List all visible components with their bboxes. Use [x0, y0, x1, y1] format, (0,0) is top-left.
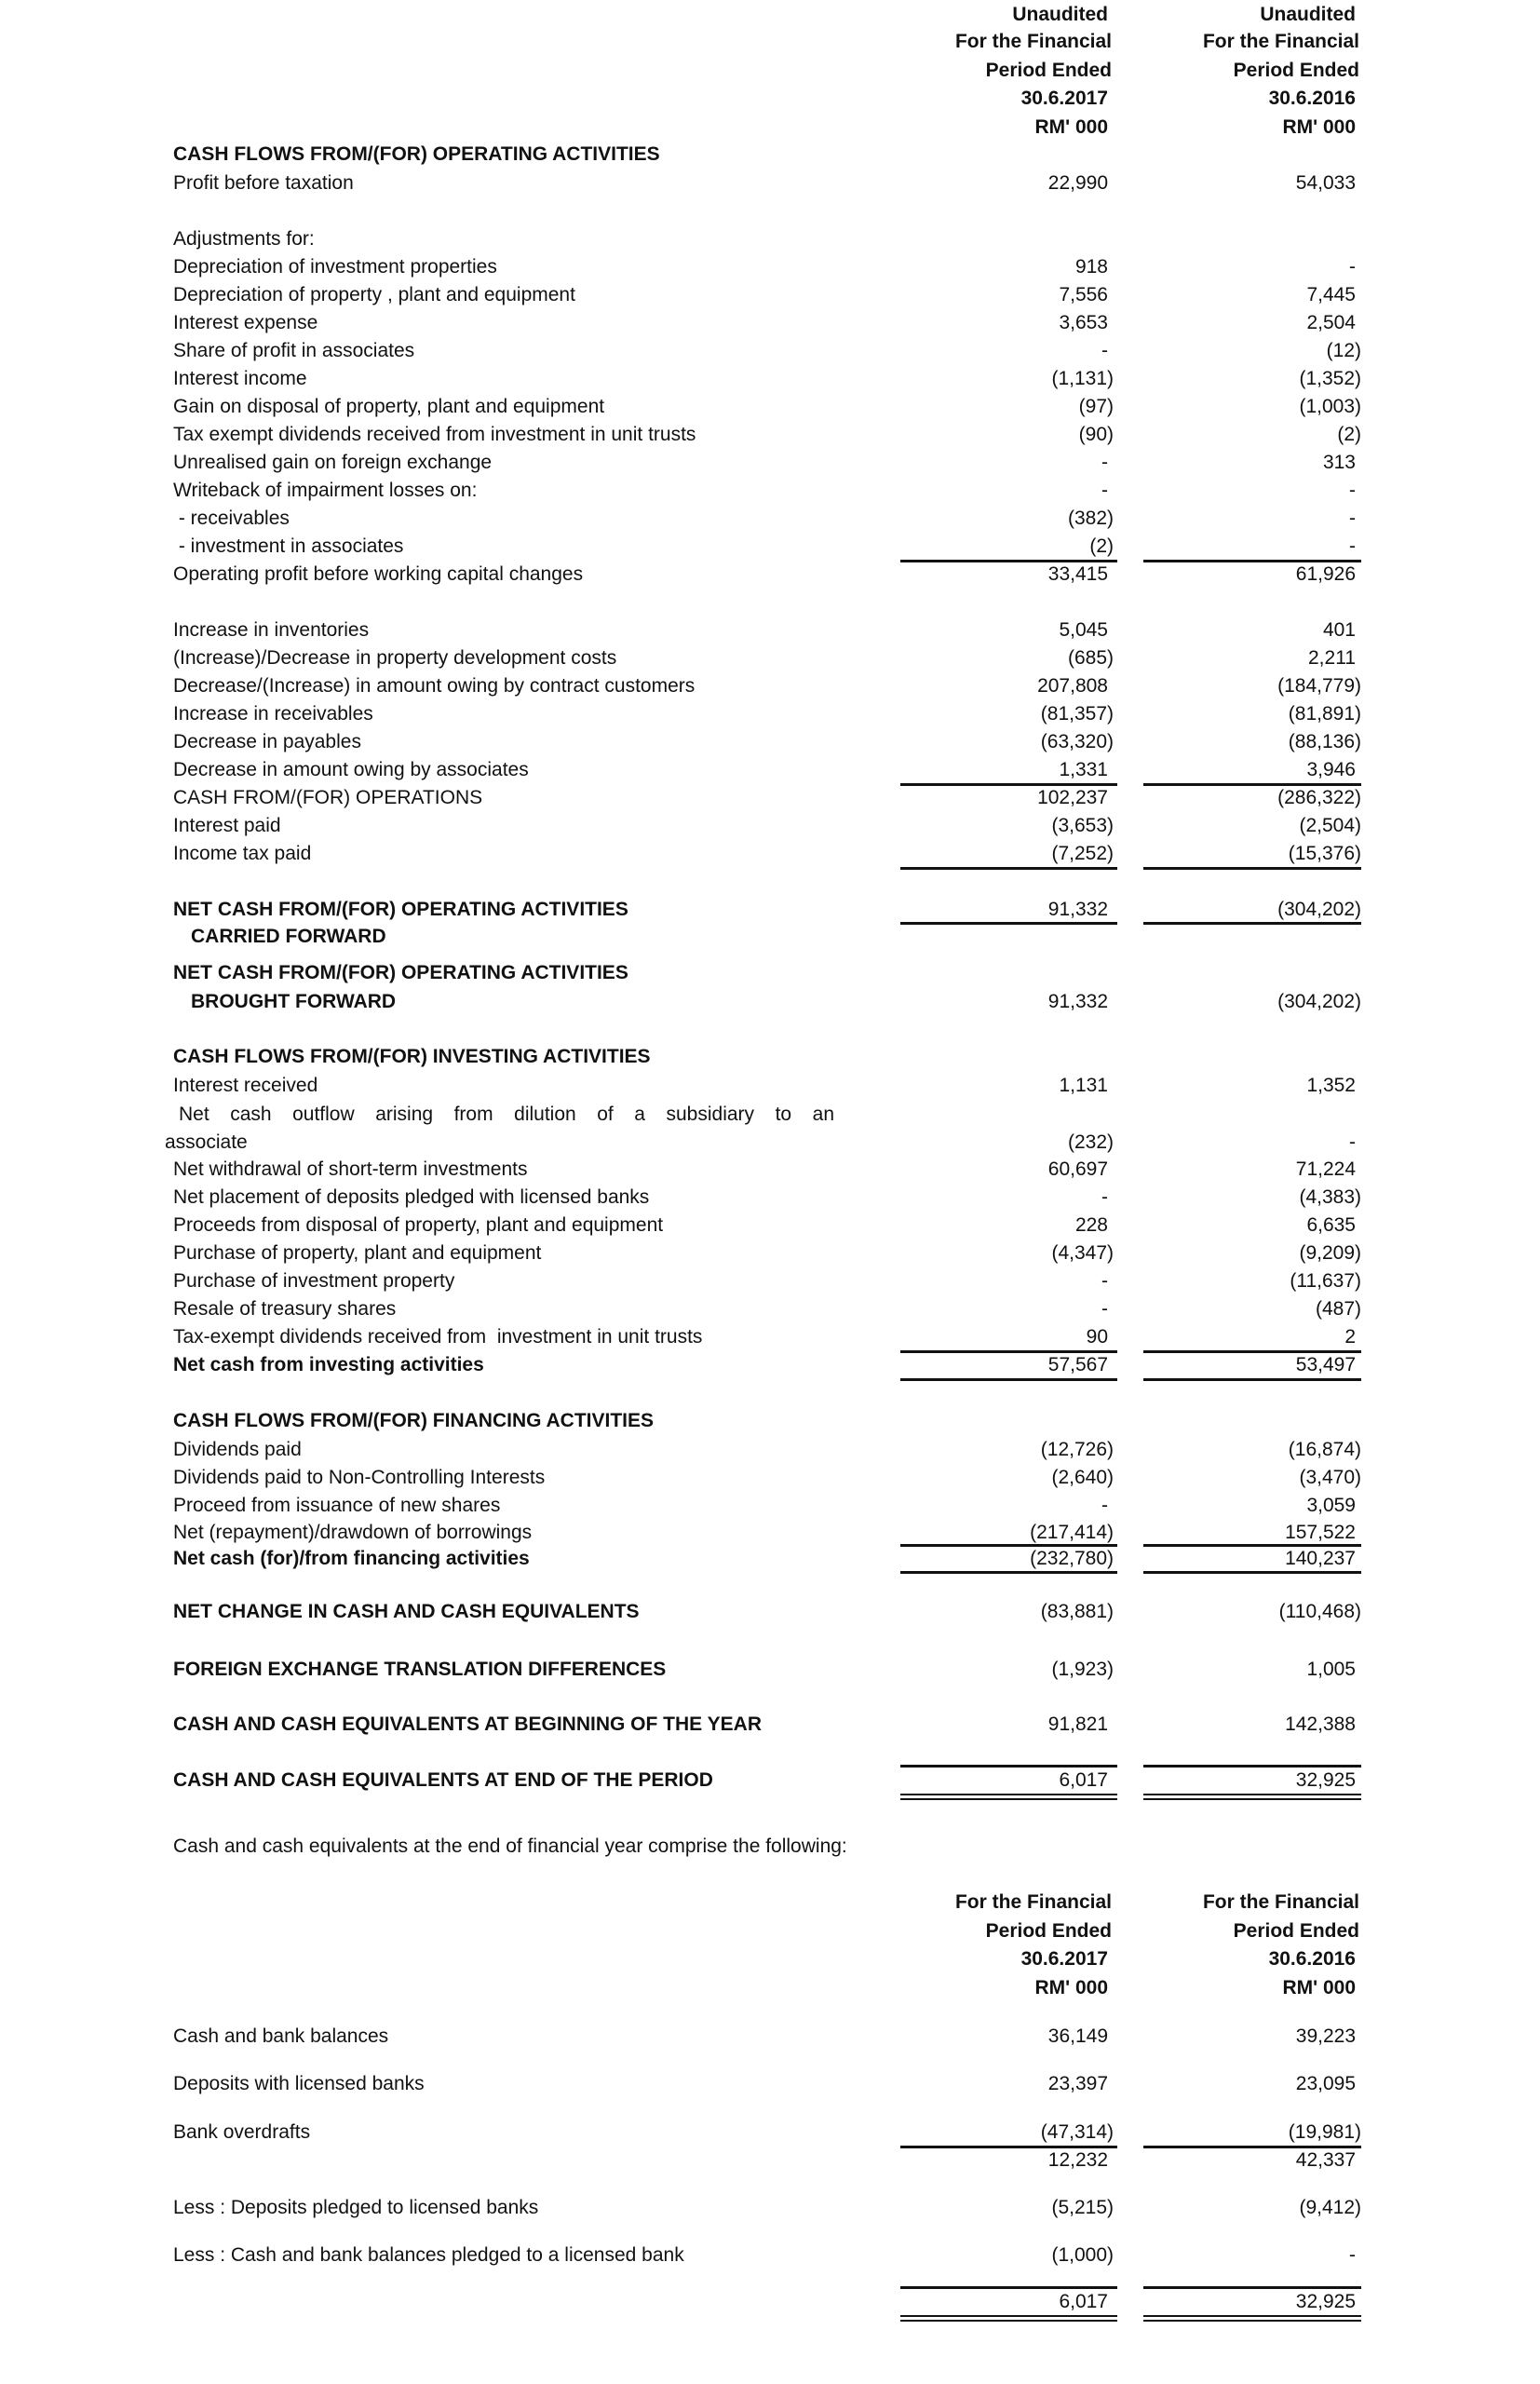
value-2017: (83,881) [1040, 1601, 1114, 1622]
table-row [0, 309, 1540, 337]
adjustments-label-row [0, 225, 1540, 253]
table-row [0, 1436, 1540, 1464]
value-2017: (1,131) [1051, 368, 1114, 389]
value-2017: (382) [1067, 508, 1114, 529]
double-underline [1143, 2320, 1361, 2322]
value-2016: 1,352 [1306, 1075, 1356, 1096]
beginning-balance-row [0, 1711, 1540, 1739]
value-2017: 1,331 [1059, 759, 1108, 780]
table-row [0, 2119, 1540, 2147]
value-2016: (1,003) [1299, 396, 1361, 417]
value-2017: 5,045 [1059, 619, 1108, 641]
row-label: Writeback of impairment losses on: [173, 480, 478, 501]
value-2016: - [1349, 2244, 1356, 2266]
header-col1-line: RM' 000 [1034, 1977, 1108, 1998]
double-underline [900, 2320, 1117, 2322]
value-2017: 57,567 [1047, 1354, 1108, 1375]
row-label: NET CHANGE IN CASH AND CASH EQUIVALENTS [173, 1601, 640, 1622]
value-2017: (2) [1089, 535, 1114, 557]
value-2016: 3,946 [1306, 759, 1356, 780]
header-col2-line: Unaudited [1260, 4, 1356, 25]
row-label: Net withdrawal of short-term investments [173, 1158, 528, 1180]
value-2017: 207,808 [1037, 675, 1108, 697]
value-2016: 6,635 [1306, 1214, 1356, 1236]
header-col1-line: RM' 000 [1034, 116, 1108, 138]
value-2017: (7,252) [1051, 843, 1114, 864]
value-2016: (286,322) [1277, 787, 1361, 808]
value-2017: 1,131 [1059, 1075, 1108, 1096]
value-2017: 7,556 [1059, 284, 1108, 305]
net-operating-carried-forward [0, 896, 1540, 924]
value-2016: (1,352) [1299, 368, 1361, 389]
double-underline [900, 2315, 1117, 2317]
note-text: Cash and cash equivalents at the end of financial year comprise the following: [173, 1835, 847, 1857]
table-row [0, 477, 1540, 505]
value-2016: (487) [1315, 1298, 1361, 1320]
value-2017: (97) [1078, 396, 1114, 417]
value-2016: 3,059 [1306, 1495, 1356, 1516]
value-2017: - [1101, 1495, 1108, 1516]
table-row [0, 533, 1540, 561]
value-2017: - [1101, 480, 1108, 501]
double-underline [900, 1794, 1117, 1795]
table-row-subtotal [0, 784, 1540, 812]
value-2016: (9,209) [1299, 1242, 1361, 1264]
value-2016: (3,470) [1299, 1467, 1361, 1488]
value-2016: 32,925 [1295, 1769, 1356, 1791]
value-2017: (12,726) [1040, 1439, 1114, 1460]
value-2017: 3,653 [1059, 312, 1108, 333]
value-2017: (81,357) [1040, 703, 1114, 725]
value-2017: (3,653) [1051, 815, 1114, 836]
row-label: Depreciation of investment properties [173, 256, 497, 278]
value-2017: (47,314) [1040, 2121, 1114, 2143]
table-row [0, 616, 1540, 644]
value-2017: (1,000) [1051, 2244, 1114, 2266]
value-2016: 7,445 [1306, 284, 1356, 305]
section-heading: CASH FLOWS FROM/(FOR) FINANCING ACTIVITIES [173, 1410, 655, 1431]
table-row [0, 812, 1540, 840]
value-2017: (4,347) [1051, 1242, 1114, 1264]
value-2016: 2,211 [1308, 647, 1356, 669]
value-2016: - [1349, 535, 1356, 557]
row-label: Tax exempt dividends received from investment in unit trusts [173, 424, 696, 445]
value-2016: (81,891) [1288, 703, 1361, 725]
value-2017: 6,017 [1059, 1769, 1108, 1791]
value-2017: 36,149 [1047, 2025, 1108, 2047]
row-label: Less : Deposits pledged to licensed banks [173, 2197, 539, 2218]
table-row [0, 393, 1540, 421]
value-2017: - [1101, 452, 1108, 473]
table-row [0, 728, 1540, 756]
table-row [0, 169, 1540, 197]
value-2017: 33,415 [1047, 563, 1108, 585]
row-label: Increase in receivables [173, 703, 373, 725]
header-col2-line: RM' 000 [1282, 116, 1356, 138]
row-label: Tax-exempt dividends received from investment in unit trusts [173, 1326, 703, 1348]
underline [900, 1378, 1117, 1381]
table-row [0, 365, 1540, 393]
header-col1-line: Period Ended [985, 60, 1112, 81]
row-label: CASH AND CASH EQUIVALENTS AT BEGINNING OF THE YEAR [173, 1714, 762, 1735]
value-2017: - [1101, 1186, 1108, 1208]
table-row-wrapped-cont [0, 1129, 1540, 1157]
underline [900, 867, 1117, 870]
value-2017: (232,780) [1030, 1548, 1114, 1569]
section-heading-financing [0, 1407, 1540, 1435]
row-label: Decrease in amount owing by associates [173, 759, 529, 780]
row-label: Interest paid [173, 815, 281, 836]
row-label: CASH FROM/(FOR) OPERATIONS [173, 787, 483, 808]
row-label: NET CASH FROM/(FOR) OPERATING ACTIVITIES [173, 899, 628, 920]
value-2016: 401 [1322, 619, 1356, 641]
value-2017: 6,017 [1059, 2291, 1108, 2312]
value-2016: (11,637) [1290, 1270, 1361, 1292]
section-heading-operating [0, 141, 1540, 169]
row-label: Net (repayment)/drawdown of borrowings [173, 1522, 533, 1543]
underline [1143, 867, 1361, 870]
net-change-row [0, 1598, 1540, 1626]
value-2016: (304,202) [1277, 899, 1361, 920]
header-col2-line: RM' 000 [1282, 1977, 1356, 1998]
row-label: Deposits with licensed banks [173, 2073, 425, 2094]
value-2016: 53,497 [1295, 1354, 1356, 1375]
value-2017: - [1101, 340, 1108, 361]
value-2017: (90) [1078, 424, 1114, 445]
header-col1-line: Unaudited [1012, 4, 1108, 25]
value-2017: (217,414) [1030, 1522, 1114, 1543]
table-row [0, 1323, 1540, 1351]
row-label: Interest expense [173, 312, 318, 333]
value-2017: (232) [1067, 1131, 1114, 1153]
table-row [0, 253, 1540, 281]
value-2016: 61,926 [1295, 563, 1356, 585]
row-label: CASH AND CASH EQUIVALENTS AT END OF THE PERIOD [173, 1769, 713, 1791]
table-row [0, 1464, 1540, 1492]
value-2017: 90 [1086, 1326, 1108, 1348]
header-col1-line: 30.6.2017 [1020, 88, 1108, 109]
header-col2-line: For the Financial [1202, 1891, 1359, 1913]
row-label: Dividends paid [173, 1439, 302, 1460]
table-row [0, 449, 1540, 477]
table-row-wrapped [0, 1101, 1540, 1129]
double-underline [900, 1798, 1117, 1800]
value-2017: (2,640) [1051, 1467, 1114, 1488]
row-label: (Increase)/Decrease in property development costs [173, 647, 617, 669]
table-row [0, 1519, 1540, 1547]
row-label: Interest income [173, 368, 307, 389]
value-2016: (2,504) [1299, 815, 1361, 836]
row-label: Income tax paid [173, 843, 312, 864]
row-label: Proceeds from disposal of property, plant and equipment [173, 1214, 664, 1236]
table-row [0, 700, 1540, 728]
underline [900, 1571, 1117, 1574]
value-2017: (685) [1067, 647, 1114, 669]
value-2016: (2) [1337, 424, 1361, 445]
row-label: Net placement of deposits pledged with licensed banks [173, 1186, 650, 1208]
value-2017: - [1101, 1270, 1108, 1292]
value-2016: 142,388 [1285, 1714, 1356, 1735]
row-label: Bank overdrafts [173, 2121, 311, 2143]
value-2016: (4,383) [1299, 1186, 1361, 1208]
table-row [0, 1156, 1540, 1184]
section-heading: CASH FLOWS FROM/(FOR) INVESTING ACTIVITIES [173, 1046, 651, 1067]
value-2017: (5,215) [1051, 2197, 1114, 2218]
table-row [0, 421, 1540, 449]
table-row [0, 2023, 1540, 2051]
value-2016: (110,468) [1278, 1601, 1361, 1622]
row-label: Proceed from issuance of new shares [173, 1495, 501, 1516]
table-row-total [0, 2288, 1540, 2316]
row-label: Dividends paid to Non-Controlling Interests [173, 1467, 546, 1488]
row-label: Net cash outflow arising from dilution of a subsidiary to an [179, 1104, 834, 1125]
value-2016: (16,874) [1288, 1439, 1361, 1460]
double-underline [1143, 1798, 1361, 1800]
row-label: Net cash from investing activities [173, 1354, 484, 1375]
table-row [0, 1239, 1540, 1267]
value-2016: 313 [1322, 452, 1356, 473]
table-row [0, 1072, 1540, 1100]
row-label: Gain on disposal of property, plant and equipment [173, 396, 605, 417]
row-label: Operating profit before working capital changes [173, 563, 584, 585]
row-label: Less : Cash and bank balances pledged to a licensed bank [173, 2244, 684, 2266]
value-2016: 140,237 [1285, 1548, 1356, 1569]
value-2016: 32,925 [1295, 2291, 1356, 2312]
row-label: Cash and bank balances [173, 2025, 389, 2047]
row-label: Depreciation of property , plant and equipment [173, 284, 575, 305]
table-row [0, 337, 1540, 365]
value-2017: 60,697 [1047, 1158, 1108, 1180]
table-row-total [0, 1351, 1540, 1379]
value-2016: 71,224 [1295, 1158, 1356, 1180]
net-operating-brought-forward [0, 959, 1540, 987]
value-2016: 2,504 [1306, 312, 1356, 333]
table-row [0, 756, 1540, 784]
value-2016: (15,376) [1288, 843, 1361, 864]
value-2016: (184,779) [1277, 675, 1361, 697]
value-2016: (19,981) [1288, 2121, 1361, 2143]
header-col2-line: For the Financial [1202, 31, 1359, 52]
table-row [0, 2194, 1540, 2222]
value-2017: 918 [1074, 256, 1108, 278]
underline [1143, 1378, 1361, 1381]
header-col2-line: Period Ended [1233, 1920, 1359, 1942]
row-label: Unrealised gain on foreign exchange [173, 452, 493, 473]
header-col2-line: 30.6.2016 [1268, 1948, 1356, 1970]
value-2016: (9,412) [1299, 2197, 1361, 2218]
value-2016: 42,337 [1295, 2149, 1356, 2171]
value-2016: (12) [1326, 340, 1361, 361]
row-label: Adjustments for: [173, 228, 315, 250]
value-2016: 54,033 [1295, 172, 1356, 194]
row-sublabel: CARRIED FORWARD [191, 926, 386, 947]
header-col1-line: Period Ended [985, 1920, 1112, 1942]
row-label: Resale of treasury shares [173, 1298, 397, 1320]
value-2016: 1,005 [1306, 1659, 1356, 1680]
row-label: Purchase of investment property [173, 1270, 455, 1292]
value-2017: 228 [1074, 1214, 1108, 1236]
double-underline [1143, 2315, 1361, 2317]
header-col1-line: For the Financial [954, 31, 1112, 52]
row-label: Share of profit in associates [173, 340, 415, 361]
value-2017: 23,397 [1047, 2073, 1108, 2094]
value-2016: - [1349, 508, 1356, 529]
double-underline [1143, 1794, 1361, 1795]
row-label: Decrease/(Increase) in amount owing by contract customers [173, 675, 696, 697]
row-label: Decrease in payables [173, 731, 361, 752]
row-sublabel: BROUGHT FORWARD [191, 991, 397, 1012]
table-row [0, 281, 1540, 309]
row-label: Net cash (for)/from financing activities [173, 1548, 530, 1569]
section-heading-investing [0, 1043, 1540, 1071]
table-row [0, 505, 1540, 533]
row-label: associate [165, 1131, 248, 1153]
value-2017: (1,923) [1051, 1659, 1114, 1680]
value-2016: 2 [1344, 1326, 1356, 1348]
table-row [0, 840, 1540, 868]
header-col1-line: For the Financial [954, 1891, 1112, 1913]
value-2017: (63,320) [1040, 731, 1114, 752]
row-label: - receivables [173, 508, 290, 529]
table-row-subtotal [0, 561, 1540, 589]
table-row-total [0, 1545, 1540, 1573]
table-row [0, 1212, 1540, 1239]
table-row [0, 644, 1540, 672]
underline [1143, 1571, 1361, 1574]
row-label: Profit before taxation [173, 172, 354, 194]
value-2017: 12,232 [1047, 2149, 1108, 2171]
table-row [0, 1295, 1540, 1323]
table-row [0, 1492, 1540, 1520]
table-row [0, 2242, 1540, 2269]
header-col2-line: Period Ended [1233, 60, 1359, 81]
header-col2-line: 30.6.2016 [1268, 88, 1356, 109]
value-2016: (88,136) [1288, 731, 1361, 752]
value-2017: 91,332 [1047, 991, 1108, 1012]
row-label: NET CASH FROM/(FOR) OPERATING ACTIVITIES [173, 962, 628, 983]
value-2017: - [1101, 1298, 1108, 1320]
row-label: FOREIGN EXCHANGE TRANSLATION DIFFERENCES [173, 1659, 667, 1680]
value-2016: - [1349, 256, 1356, 278]
fx-differences-row [0, 1656, 1540, 1684]
row-label: - investment in associates [173, 535, 404, 557]
value-2017: 91,332 [1047, 899, 1108, 920]
table-row [0, 1184, 1540, 1212]
row-label: Interest received [173, 1075, 318, 1096]
section-heading: CASH FLOWS FROM/(FOR) OPERATING ACTIVITIES [173, 143, 660, 165]
end-balance-row [0, 1767, 1540, 1795]
value-2016: - [1349, 480, 1356, 501]
row-label: Purchase of property, plant and equipment [173, 1242, 542, 1264]
table-row [0, 672, 1540, 700]
value-2016: (304,202) [1277, 991, 1361, 1012]
row-label: Increase in inventories [173, 619, 370, 641]
value-2017: 91,821 [1047, 1714, 1108, 1735]
value-2017: 22,990 [1047, 172, 1108, 194]
value-2016: - [1349, 1131, 1356, 1153]
carried-forward-label-row [0, 923, 1540, 951]
composition-note [0, 1833, 1540, 1861]
value-2016: 39,223 [1295, 2025, 1356, 2047]
value-2016: 23,095 [1295, 2073, 1356, 2094]
table-row-subtotal [0, 2147, 1540, 2174]
header-col1-line: 30.6.2017 [1020, 1948, 1108, 1970]
table-row [0, 1267, 1540, 1295]
brought-forward-row [0, 988, 1540, 1016]
value-2016: 157,522 [1285, 1522, 1356, 1543]
value-2017: 102,237 [1037, 787, 1108, 808]
table-row [0, 2070, 1540, 2098]
